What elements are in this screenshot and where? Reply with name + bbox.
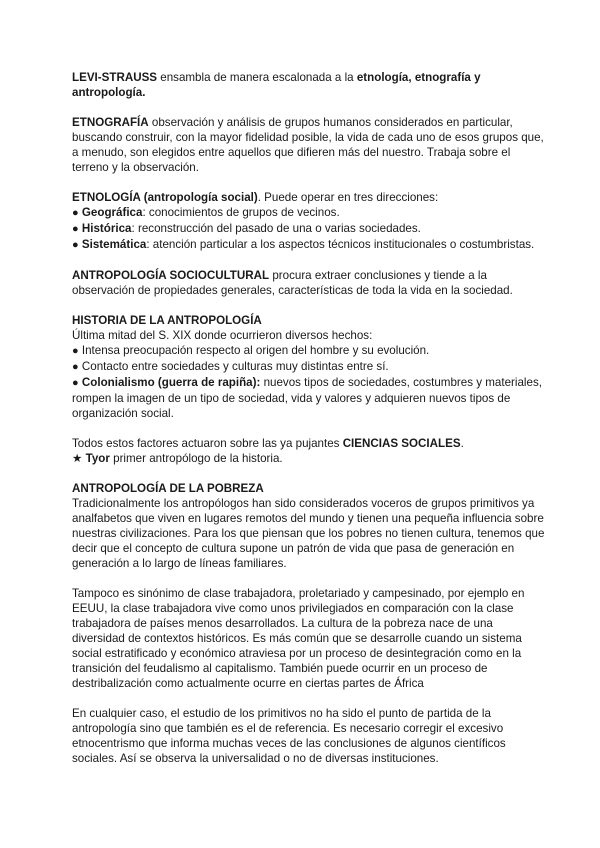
paragraph-levi-strauss <box>72 70 532 100</box>
text-segment: observación y análisis de grupos humanos considerados en particular, <box>148 116 513 129</box>
text-line <box>72 436 532 451</box>
bullet-icon: ● <box>72 377 79 389</box>
bullet-term: Colonialismo (guerra de rapiña): <box>81 376 261 389</box>
term-levi-strauss: LEVI-STRAUSS <box>72 71 158 84</box>
text-line: trabajadora de países menos desarrollados. La cultura de la pobreza nace de una <box>72 617 493 630</box>
bullet-text: Intensa preocupación respecto al origen del hombre y su evolución. <box>81 344 430 357</box>
text-line: decir que el concepto de cultura supone un patrón de vida que pasa de generación en <box>72 542 515 555</box>
section-pobreza <box>72 481 545 571</box>
term-ciencias-sociales: CIENCIAS SOCIALES <box>342 437 461 450</box>
bullet-text: : conocimientos de grupos de vecinos. <box>142 206 340 219</box>
bullet-item <box>72 359 532 375</box>
paragraph-etnografia <box>72 115 544 175</box>
bullet-term: Geográfica <box>81 206 143 219</box>
text-line: social estratificado y económico atraviesa por un proceso de desintegración como en la <box>72 647 522 660</box>
bullet-icon: ● <box>72 239 79 251</box>
text-line: terreno y la observación. <box>72 161 199 174</box>
paragraph-antropologia-sociocultural <box>72 268 532 298</box>
text-line <box>72 70 532 85</box>
bullet-icon: ● <box>72 207 79 219</box>
text-line: analfabetos que viven en lugares remotos del mundo y tienen una pequeña influencia sobre <box>72 512 544 525</box>
text-line: EEUU, la clase trabajadora vive como unos privilegiados en comparación con la clase <box>72 602 514 615</box>
text-line <box>72 115 532 130</box>
text-line <box>72 85 532 100</box>
bullet-text: : atención particular a los aspectos técnicos institucionales o costumbristas. <box>146 238 535 251</box>
bullet-text: nuevos tipos de sociedades, costumbres y materiales, <box>260 376 542 389</box>
paragraph-clase-trabajadora <box>72 586 532 691</box>
text-segment: . Puede operar en tres direcciones: <box>257 191 439 204</box>
text-line: destribalización como actualmente ocurre en ciertas partes de África <box>72 677 424 690</box>
term-etnologia: etnología, etnografía y <box>356 71 481 84</box>
bullet-term: Sistemática <box>81 238 147 251</box>
term-antropologia-sociocultural: ANTROPOLOGÍA SOCIOCULTURAL <box>72 269 270 282</box>
bullet-icon: ● <box>72 361 79 373</box>
text-line: Tampoco es sinónimo de clase trabajadora, proletariado y campesinado, por ejemplo en <box>72 587 525 600</box>
text-line: Última mitad del S. XIX donde ocurrieron diversos hechos: <box>72 329 373 342</box>
document-page <box>72 70 545 766</box>
text-segment: Todos estos factores actuaron sobre las ya pujantes <box>72 437 343 450</box>
text-line: a menudo, son elegidos entre aquellos que difieren más del nuestro. Trabaja sobre el <box>72 146 511 159</box>
text-line: sociales. Así se observa la universalidad o no de diversas instituciones. <box>72 752 439 765</box>
bullet-item <box>72 375 542 391</box>
text-segment: primer antropólogo de la historia. <box>109 452 283 465</box>
text-line: buscando construir, con la mayor fidelidad posible, la vida de cada uno de esos grupos que, <box>72 131 544 144</box>
term-etnologia-social: ETNOLOGÍA (antropología social) <box>72 191 258 204</box>
text-line <box>72 190 532 205</box>
bullet-item <box>72 221 532 237</box>
term-etnografia: ETNOGRAFÍA <box>72 116 149 129</box>
text-line <box>72 268 532 283</box>
star-item <box>72 451 532 466</box>
bullet-item <box>72 205 532 221</box>
bullet-text: Contacto entre sociedades y culturas muy distintas entre sí. <box>81 360 389 373</box>
paragraph-conclusion <box>72 706 532 766</box>
bullet-term: Histórica <box>81 222 132 235</box>
text-line: diversidad de contextos históricos. Es más común que se desarrolle cuando un sistema <box>72 632 522 645</box>
text-segment: procura extraer conclusiones y tiende a la <box>269 269 487 282</box>
text-line: nuestras civilizaciones. Para los que piensan que los pobres no tienen cultura, tenemos que <box>72 527 545 540</box>
paragraph-factores <box>72 436 532 466</box>
text-line <box>72 313 532 328</box>
bullet-item <box>72 237 535 253</box>
text-segment: . <box>460 437 464 450</box>
text-line: En cualquier caso, el estudio de los primitivos no ha sido el punto de partida de la <box>72 707 491 720</box>
text-line <box>72 481 532 496</box>
section-historia <box>72 313 542 421</box>
text-line: organización social. <box>72 407 174 420</box>
text-line: rompen la imagen de un tipo de sociedad, vida y valores y adquieren nuevos tipos de <box>72 392 511 405</box>
bullet-item <box>72 343 532 359</box>
paragraph-etnologia <box>72 190 535 253</box>
star-icon: ★ <box>72 452 83 465</box>
term-tyor: Tyor <box>85 452 110 465</box>
bullet-icon: ● <box>72 223 79 235</box>
section-heading: HISTORIA DE LA ANTROPOLOGÍA <box>72 314 262 327</box>
text-line: etnocentrismo que informa muchas veces de las conclusiones de algunos científicos <box>72 737 506 750</box>
text-line: antropología sino que también es el de referencia. Es necesario corregir el excesivo <box>72 722 504 735</box>
bullet-icon: ● <box>72 345 79 357</box>
text-line: generación a lo largo de líneas familiares. <box>72 557 287 570</box>
term-antropologia: antropología. <box>72 86 146 99</box>
section-heading: ANTROPOLOGÍA DE LA POBREZA <box>72 482 264 495</box>
text-segment: ensambla de manera escalonada a la <box>157 71 357 84</box>
text-line: Tradicionalmente los antropólogos han sido considerados voceros de grupos primitivos ya <box>72 497 535 510</box>
text-line: observación de propiedades generales, características de toda la vida en la sociedad. <box>72 284 513 297</box>
bullet-text: : reconstrucción del pasado de una o varias sociedades. <box>131 222 421 235</box>
text-line: transición del feudalismo al capitalismo. También puede ocurrir en un proceso de <box>72 662 488 675</box>
